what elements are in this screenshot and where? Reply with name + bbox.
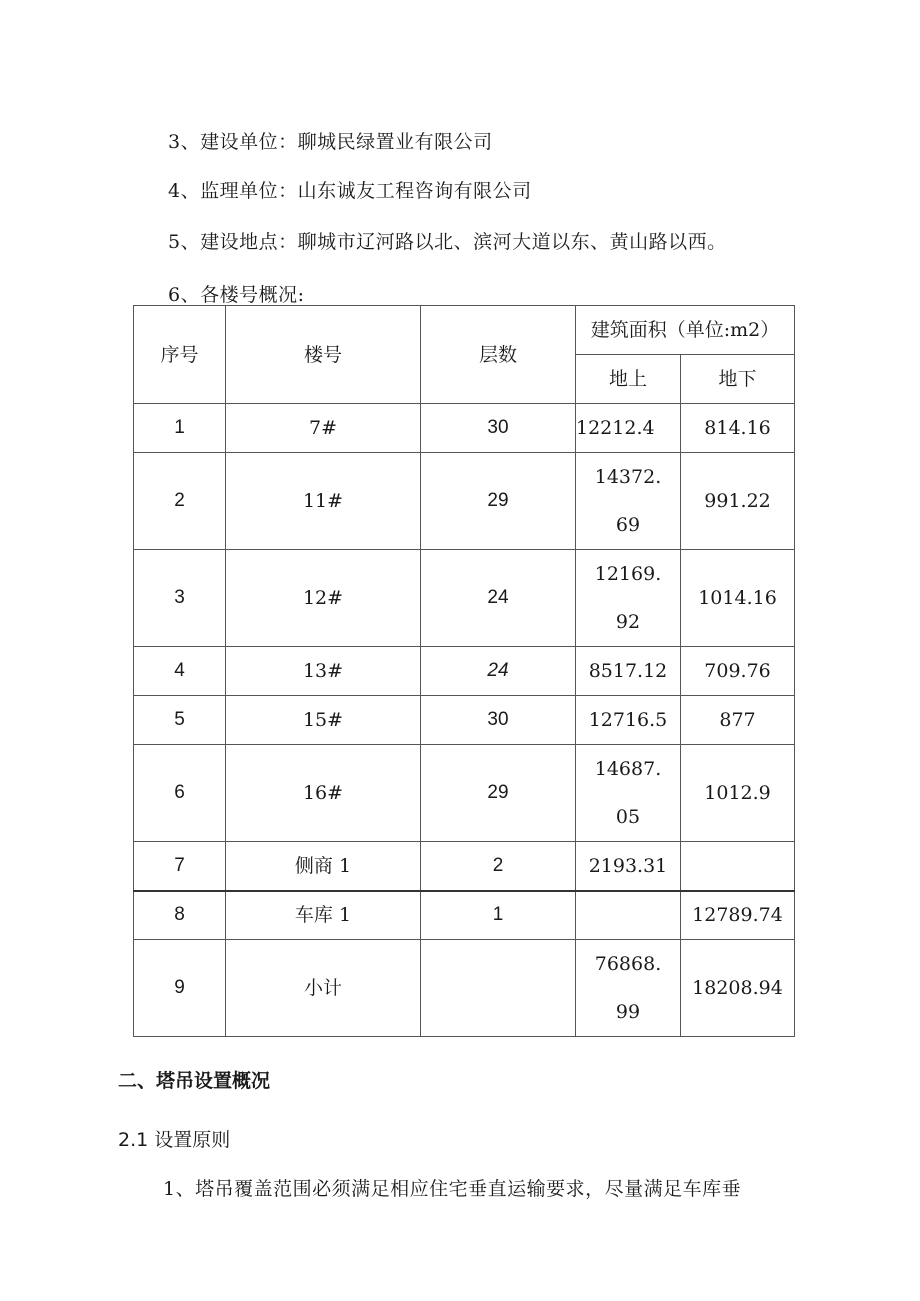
cell-building: 11# <box>226 453 421 550</box>
building-overview-table <box>133 305 795 1037</box>
cell-floors: 1 <box>421 891 576 940</box>
paragraph-supervision-unit: 4、监理单位：山东诚友工程咨询有限公司 <box>168 180 532 202</box>
cell-building: 小计 <box>226 940 421 1037</box>
cell-below: 991.22 <box>681 453 795 550</box>
table-row <box>134 404 795 453</box>
cell-seq: 7 <box>134 842 226 891</box>
header-floors: 层数 <box>421 306 576 404</box>
cell-above: 76868.99 <box>576 940 681 1037</box>
cell-below: 12789.74 <box>681 891 795 940</box>
header-building: 楼号 <box>226 306 421 404</box>
cell-seq: 3 <box>134 550 226 647</box>
cell-seq: 4 <box>134 647 226 696</box>
cell-floors: 24 <box>421 647 576 696</box>
section-heading: 二、塔吊设置概况 <box>118 1070 271 1092</box>
table-row <box>134 647 795 696</box>
cell-floors: 30 <box>421 404 576 453</box>
cell-below: 709.76 <box>681 647 795 696</box>
cell-floors: 24 <box>421 550 576 647</box>
table-row <box>134 550 795 647</box>
cell-floors: 30 <box>421 696 576 745</box>
cell-below: 877 <box>681 696 795 745</box>
cell-floors <box>421 940 576 1037</box>
cell-above: 12716.5 <box>576 696 681 745</box>
cell-below: 1012.9 <box>681 745 795 842</box>
table-row <box>134 891 795 940</box>
cell-seq: 6 <box>134 745 226 842</box>
paragraph-construction-unit: 3、建设单位：聊城民绿置业有限公司 <box>168 131 493 153</box>
cell-seq: 1 <box>134 404 226 453</box>
cell-building: 13# <box>226 647 421 696</box>
header-seq: 序号 <box>134 306 226 404</box>
cell-seq: 9 <box>134 940 226 1037</box>
cell-above: 14372.69 <box>576 453 681 550</box>
cell-building: 车库 1 <box>226 891 421 940</box>
cell-above: 8517.12 <box>576 647 681 696</box>
table-row <box>134 745 795 842</box>
table-row <box>134 842 795 891</box>
table-header-row <box>134 306 795 355</box>
cell-below <box>681 842 795 891</box>
cell-above: 12212.4 <box>576 404 681 453</box>
paragraph-construction-site: 5、建设地点：聊城市辽河路以北、滨河大道以东、黄山路以西。 <box>168 231 727 253</box>
cell-building: 7# <box>226 404 421 453</box>
cell-building: 16# <box>226 745 421 842</box>
cell-building: 15# <box>226 696 421 745</box>
cell-seq: 5 <box>134 696 226 745</box>
cell-seq: 2 <box>134 453 226 550</box>
cell-seq: 8 <box>134 891 226 940</box>
cell-building: 12# <box>226 550 421 647</box>
cell-above: 2193.31 <box>576 842 681 891</box>
cell-floors: 29 <box>421 453 576 550</box>
body-paragraph: 1、塔吊覆盖范围必须满足相应住宅垂直运输要求，尽量满足车库垂 <box>163 1178 742 1200</box>
table-row-subtotal <box>134 940 795 1037</box>
cell-floors: 2 <box>421 842 576 891</box>
header-area: 建筑面积（单位:m2） <box>576 306 795 355</box>
paragraph-building-overview: 6、各楼号概况: <box>168 284 305 306</box>
table-row <box>134 696 795 745</box>
subsection-heading: 2.1 设置原则 <box>118 1129 231 1151</box>
header-below-ground: 地下 <box>681 355 795 404</box>
table-row <box>134 453 795 550</box>
header-above-ground: 地上 <box>576 355 681 404</box>
cell-below: 1014.16 <box>681 550 795 647</box>
cell-above: 14687.05 <box>576 745 681 842</box>
cell-building: 侧商 1 <box>226 842 421 891</box>
cell-below: 814.16 <box>681 404 795 453</box>
cell-floors: 29 <box>421 745 576 842</box>
cell-below: 18208.94 <box>681 940 795 1037</box>
cell-above <box>576 891 681 940</box>
cell-above: 12169.92 <box>576 550 681 647</box>
